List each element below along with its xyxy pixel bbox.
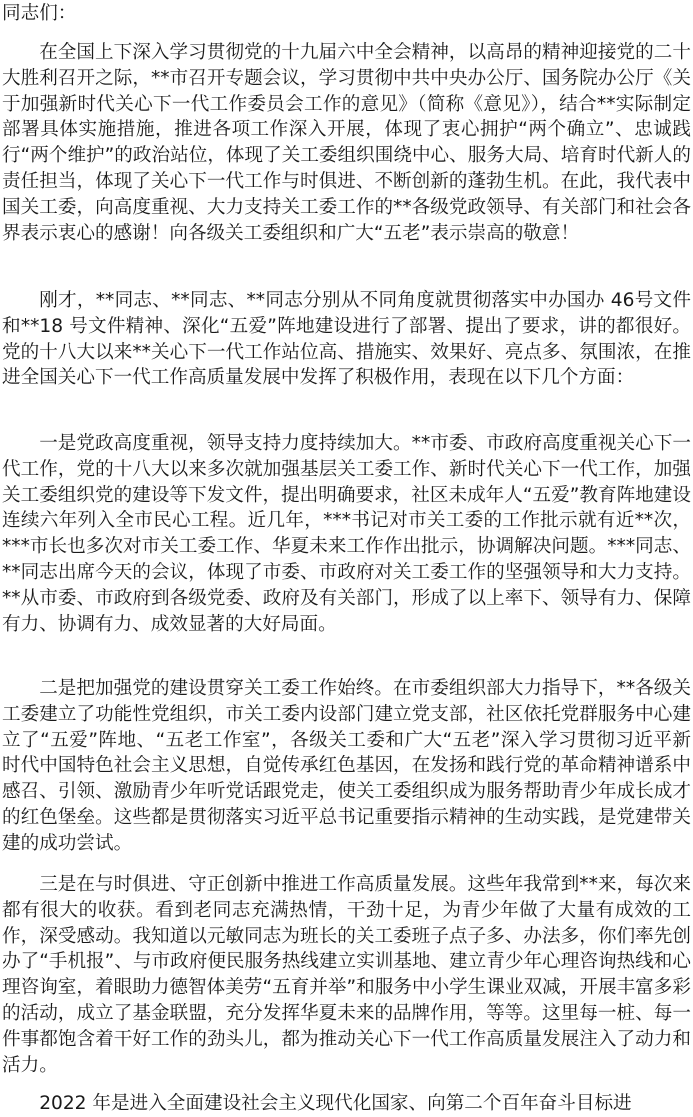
paragraph-point-two: 二是把加强党的建设贯穿关工委工作始终。在市委组织部大力指导下，**各级关工委建立了功能性党组织，市关工委内设部门建立党支部，社区依托党群服务中心建立了“五爱”阵地、“五老工作室”，各级关工委和广大“五老”深入学习贯彻习近平新时代中国特色社会主义思想，自觉传承红色基因，在发扬和践行党的革命精神谱系中感召、引领、激励青少年听党话跟党走，使关工委组织成为服务帮助青少年成长成才的红色堡垒。这些都是贯彻落实习近平总书记重要指示精神的生动实践，是党建带关建的成功尝试。 xyxy=(2,678,691,854)
paragraph-2022-cutoff: 2022 年是进入全面建设社会主义现代化国家、向第二个百年奋斗目标进 xyxy=(39,1093,632,1114)
paragraph-overview: 刚才，**同志、**同志、**同志分别从不同角度就贯彻落实中办国办 46号文件和**18 号文件精神、深化“五爱”阵地建设进行了部署、提出了要求，讲的都很好。党的十八大以来**关心下一代工作站位高、措施实、效果好、亮点多、氛围浓，在推进全国关心下一代工作高质量发展中发挥了积极作用，表现在以下几个方面： xyxy=(2,290,691,389)
greeting: 同志们： xyxy=(2,3,77,24)
paragraph-opening: 在全国上下深入学习贯彻党的十九届六中全会精神，以高昂的精神迎接党的二十大胜利召开之际，**市召开专题会议，学习贯彻中共中央办公厅、国务院办公厅《关于加强新时代关心下一代工作委员会工作的意见》（简称《意见》），结合**实际制定部署具体实施措施，推进各项工作深入开展，体现了衷心拥护“两个确立”、忠诚践行“两个维护”的政治站位，体现了关工委组织围绕中心、服务大局、培育时代新人的责任担当，体现了关心下一代工作与时俱进、不断创新的蓬勃生机。在此，我代表中国关工委，向高度重视、大力支持关工委工作的**各级党政领导、有关部门和社会各界表示衷心的感谢！向各级关工委组织和广大“五老”表示崇高的敬意！ xyxy=(2,42,691,244)
paragraph-point-one: 一是党政高度重视，领导支持力度持续加大。**市委、市政府高度重视关心下一代工作，党的十八大以来多次就加强基层关工委工作、新时代关心下一代工作，加强关工委组织党的建设等下发文件，提出明确要求，社区未成年人“五爱”教育阵地建设连续六年列入全市民心工程。近几年，***书记对市关工委的工作批示就有近**次，***市长也多次对市关工委工作、华夏未来工作作出批示，协调解决问题。***同志、**同志出席今天的会议，体现了市委、市政府对关工委工作的坚强领导和大力支持。**从市委、市政府到各级党委、政府及有关部门，形成了以上率下、领导有力、保障有力、协调有力、成效显著的大好局面。 xyxy=(2,433,691,635)
paragraph-point-three: 三是在与时俱进、守正创新中推进工作高质量发展。这些年我常到**来，每次来都有很大的收获。看到老同志充满热情，干劲十足，为青少年做了大量有成效的工作，深受感动。我知道以元敏同志为班长的关工委班子点子多、办法多，你们率先创办了“手机报”、与市政府便民服务热线建立实训基地、建立青少年心理咨询热线和心理咨询室，着眼助力德智体美劳“五育并举”和服务中小学生课业双减，开展丰富多彩的活动，成立了基金联盟，充分发挥华夏未来的品牌作用，等等。这里每一桩、每一件事都饱含着干好工作的劲头儿，都为推动关心下一代工作高质量发展注入了动力和活力。 xyxy=(2,874,691,1076)
